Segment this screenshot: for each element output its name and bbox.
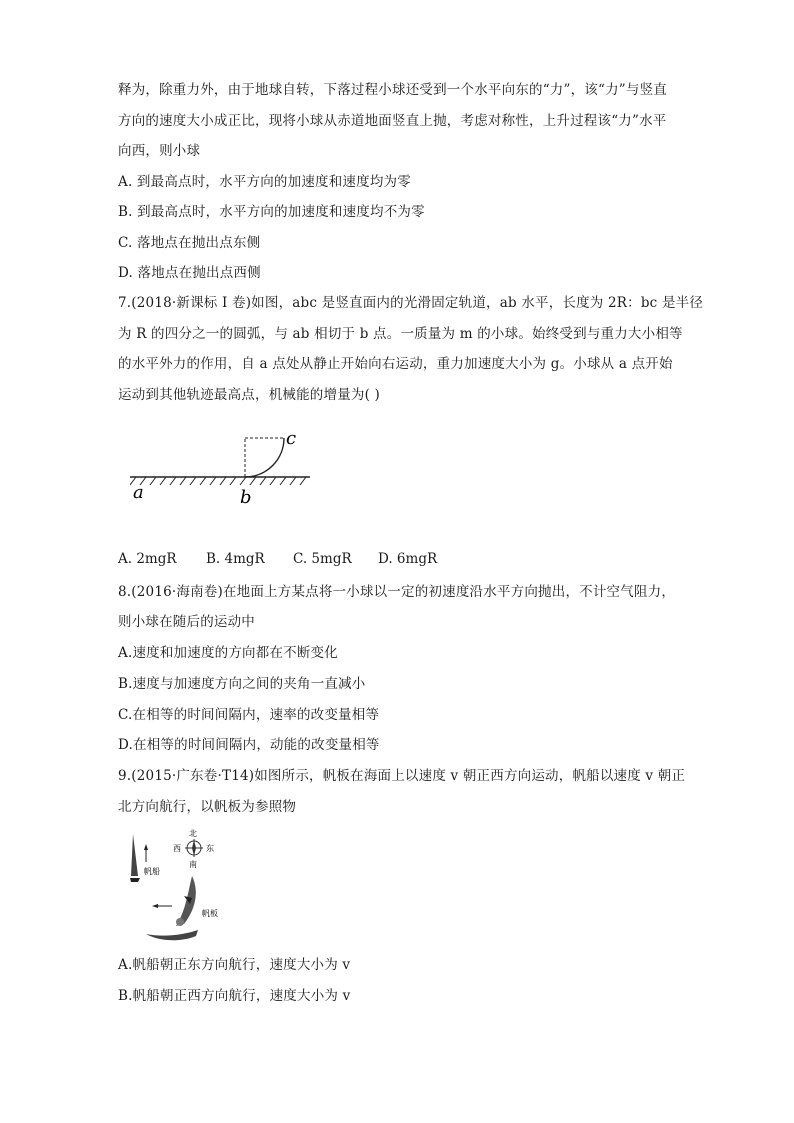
q9-option-a: A.帆船朝正东方向航行，速度大小为 v [118,957,351,973]
q6-line-3: 向西，则小球 [118,143,201,159]
windsurfer-icon [146,876,198,940]
q8-line-1: 8.(2016·海南卷)在地面上方某点将一小球以一定的初速度沿水平方向抛出，不计空气阻力， [118,584,676,600]
compass-north: 北 [189,829,197,838]
q8-option-a: A.速度和加速度的方向都在不断变化 [118,645,338,661]
q6-line-1: 释为，除重力外，由于地球自转，下落过程小球还受到一个水平向东的“力”，该“力”与竖直 [118,82,668,98]
windsurfer-label: 帆板 [202,909,218,918]
q6-option-d: D. 落地点在抛出点西侧 [118,265,261,281]
q7-line-2: 为 R 的四分之一的圆弧，与 ab 相切于 b 点。一质量为 m 的小球。始终受到与重力大小相等 [118,326,683,342]
q6-option-b: B. 到最高点时，水平方向的加速度和速度均不为零 [118,204,425,220]
q6-option-c: C. 落地点在抛出点东侧 [118,235,261,251]
q8-option-c: C.在相等的时间间隔内，速率的改变量相等 [118,707,380,723]
label-b: b [240,487,252,508]
q7-line-3: 的水平外力的作用，自 a 点处从静止开始向右运动，重力加速度大小为 g。小球从 a 点开始 [118,356,673,372]
q8-option-b: B.速度与加速度方向之间的夹角一直减小 [118,676,366,692]
label-c: c [286,428,297,449]
q9-option-b: B.帆船朝正西方向航行，速度大小为 v [118,988,351,1004]
windsurfer-west-arrow-icon [152,904,172,908]
q7-line-4: 运动到其他轨迹最高点，机械能的增量为( ) [118,387,381,403]
sailboat-north-arrow-icon [144,844,148,862]
quarter-arc-bc [245,438,284,477]
sailboat-icon [130,834,140,882]
q8-line-2: 则小球在随后的运动中 [118,614,255,630]
compass-icon [185,839,203,857]
q7-option-b: B. 4mgR [206,551,265,567]
ground-hatching [130,477,306,485]
q7-options-row [118,549,437,569]
q6-line-2: 方向的速度大小成正比，现将小球从赤道地面竖直上抛，考虑对称性，上升过程该“力”水平 [118,113,667,129]
q7-track-figure [130,422,330,532]
q8-option-d: D.在相等的时间间隔内，动能的改变量相等 [118,737,380,753]
q7-line-1: 7.(2018·新课标 I 卷)如图，abc 是竖直面内的光滑固定轨道，ab 水平，长度为 2R：bc 是半径 [118,295,704,311]
compass-east: 东 [206,844,214,853]
compass-west: 西 [173,844,181,853]
q9-line-1: 9.(2015·广东卷·T14)如图所示，帆板在海面上以速度 v 朝正西方向运动，帆船以速度 v 朝正 [118,768,686,784]
q9-line-2: 北方向航行，以帆板为参照物 [118,799,297,815]
q7-option-c: C. 5mgR [293,551,352,567]
q7-option-d: D. 6mgR [378,551,438,567]
compass-south: 南 [189,860,197,869]
q6-option-a: A. 到最高点时，水平方向的加速度和速度均为零 [118,174,411,190]
label-a: a [133,482,144,503]
sailboat-label: 帆船 [144,867,160,876]
q7-option-a: A. 2mgR [118,551,177,567]
q9-sailing-figure [126,826,236,946]
